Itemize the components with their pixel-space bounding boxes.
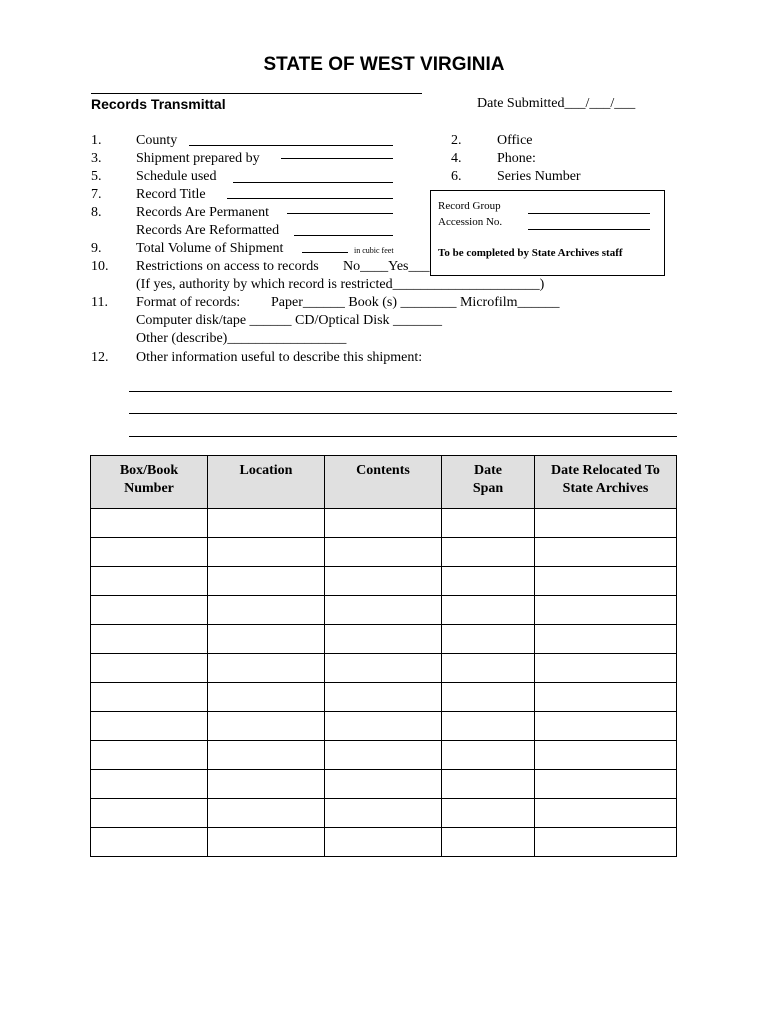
shipment-table (90, 455, 677, 857)
contents-cell[interactable] (325, 625, 442, 654)
table-header-row (91, 456, 677, 509)
field-6-number: 6. (451, 169, 462, 184)
box-book-number-cell[interactable] (91, 654, 208, 683)
table-row (91, 828, 677, 857)
total-volume-label: Total Volume of Shipment (136, 241, 284, 256)
state-archives-box (430, 190, 665, 276)
schedule-used-input-line[interactable] (233, 182, 393, 183)
table-row (91, 770, 677, 799)
series-number-label: Series Number (497, 169, 581, 184)
contents-cell[interactable] (325, 770, 442, 799)
field-3-number: 3. (91, 151, 102, 166)
table-row (91, 567, 677, 596)
schedule-used-label: Schedule used (136, 169, 217, 184)
date-relocated-cell[interactable] (535, 770, 677, 799)
box-book-number-cell[interactable] (91, 799, 208, 828)
records-reformatted-label: Records Are Reformatted (136, 223, 280, 238)
format-other-field[interactable]: Other (describe)_________________ (136, 331, 347, 346)
box-book-number-cell[interactable] (91, 828, 208, 857)
other-information-line-1[interactable] (129, 391, 672, 392)
location-cell[interactable] (208, 654, 325, 683)
header-rule (91, 93, 422, 94)
box-book-number-cell[interactable] (91, 625, 208, 654)
shipment-prepared-by-label: Shipment prepared by (136, 151, 260, 166)
date-relocated-cell[interactable] (535, 654, 677, 683)
format-disk-cd-field[interactable]: Computer disk/tape ______ CD/Optical Disk _______ (136, 313, 443, 328)
table-row (91, 683, 677, 712)
form-title: STATE OF WEST VIRGINIA (263, 54, 505, 75)
state-archives-note: To be completed by State Archives staff (438, 247, 623, 259)
location-cell[interactable] (208, 828, 325, 857)
accession-number-input-line[interactable] (528, 229, 650, 230)
location-cell[interactable] (208, 799, 325, 828)
cubic-feet-unit: in cubic feet (354, 246, 394, 255)
date-span-cell[interactable] (442, 654, 535, 683)
field-1-number: 1. (91, 133, 102, 148)
date-span-cell[interactable] (442, 712, 535, 741)
date-relocated-header-text: Date Relocated To State Archives (551, 463, 660, 496)
date-span-cell[interactable] (442, 538, 535, 567)
location-cell[interactable] (208, 741, 325, 770)
date-relocated-cell[interactable] (535, 799, 677, 828)
date-relocated-cell[interactable] (535, 625, 677, 654)
contents-cell[interactable] (325, 596, 442, 625)
date-span-cell[interactable] (442, 770, 535, 799)
contents-cell[interactable] (325, 741, 442, 770)
format-paper-book-microfilm-field[interactable]: Paper______ Book (s) ________ Microfilm______ (271, 295, 560, 310)
field-8-number: 8. (91, 205, 102, 220)
record-group-input-line[interactable] (528, 213, 650, 214)
date-span-cell[interactable] (442, 799, 535, 828)
field-11-number: 11. (91, 295, 108, 310)
field-10-number: 10. (91, 259, 109, 274)
contents-cell[interactable] (325, 567, 442, 596)
field-2-number: 2. (451, 133, 462, 148)
date-relocated-cell[interactable] (535, 741, 677, 770)
field-7-number: 7. (91, 187, 102, 202)
box-book-number-cell[interactable] (91, 538, 208, 567)
location-header-text: Location (239, 463, 293, 478)
date-relocated-cell[interactable] (535, 712, 677, 741)
date-span-cell[interactable] (442, 741, 535, 770)
date-submitted-field[interactable]: Date Submitted___/___/___ (477, 96, 636, 111)
date-span-header-text: Date Span (472, 463, 504, 496)
date-relocated-cell[interactable] (535, 596, 677, 625)
field-5-number: 5. (91, 169, 102, 184)
date-relocated-cell[interactable] (535, 509, 677, 538)
table-row (91, 712, 677, 741)
location-cell[interactable] (208, 509, 325, 538)
box-book-number-cell[interactable] (91, 683, 208, 712)
county-input-line[interactable] (189, 145, 393, 146)
table-row (91, 596, 677, 625)
location-cell[interactable] (208, 538, 325, 567)
record-group-label: Record Group (438, 200, 501, 212)
record-title-input-line[interactable] (227, 198, 393, 199)
box-book-number-header-text: Box/Book Number (119, 463, 179, 496)
location-cell[interactable] (208, 683, 325, 712)
date-relocated-header (535, 456, 677, 509)
total-volume-input-line[interactable] (302, 252, 348, 253)
contents-cell[interactable] (325, 509, 442, 538)
table-body (91, 509, 677, 857)
location-cell[interactable] (208, 770, 325, 799)
date-span-cell[interactable] (442, 828, 535, 857)
contents-cell[interactable] (325, 828, 442, 857)
box-book-number-cell[interactable] (91, 712, 208, 741)
box-book-number-cell[interactable] (91, 596, 208, 625)
contents-header-text: Contents (356, 463, 410, 478)
date-relocated-cell[interactable] (535, 683, 677, 712)
table-row (91, 625, 677, 654)
location-cell[interactable] (208, 596, 325, 625)
contents-header (325, 456, 442, 509)
location-header (208, 456, 325, 509)
county-label: County (136, 133, 178, 148)
restrictions-label: Restrictions on access to records (136, 259, 319, 274)
phone-label: Phone: (497, 151, 536, 166)
shipment-prepared-by-input-line[interactable] (281, 158, 393, 159)
date-relocated-cell[interactable] (535, 538, 677, 567)
date-relocated-cell[interactable] (535, 828, 677, 857)
box-book-number-cell[interactable] (91, 770, 208, 799)
box-book-number-cell[interactable] (91, 741, 208, 770)
contents-cell[interactable] (325, 654, 442, 683)
box-book-number-header (91, 456, 208, 509)
date-span-cell[interactable] (442, 567, 535, 596)
box-book-number-cell[interactable] (91, 509, 208, 538)
date-span-cell[interactable] (442, 625, 535, 654)
field-4-number: 4. (451, 151, 462, 166)
contents-cell[interactable] (325, 712, 442, 741)
box-book-number-cell[interactable] (91, 567, 208, 596)
accession-number-label: Accession No. (438, 216, 503, 228)
date-span-cell[interactable] (442, 509, 535, 538)
records-permanent-label: Records Are Permanent (136, 205, 269, 220)
table-row (91, 654, 677, 683)
other-information-line-3[interactable] (129, 436, 677, 437)
format-of-records-label: Format of records: (136, 295, 241, 310)
records-permanent-input-line[interactable] (287, 213, 393, 214)
restrictions-options[interactable]: No____Yes___ (343, 259, 430, 274)
date-span-header (442, 456, 535, 509)
contents-cell[interactable] (325, 799, 442, 828)
field-12-number: 12. (91, 350, 109, 365)
record-title-label: Record Title (136, 187, 206, 202)
date-span-cell[interactable] (442, 683, 535, 712)
date-relocated-cell[interactable] (535, 567, 677, 596)
contents-cell[interactable] (325, 683, 442, 712)
location-cell[interactable] (208, 712, 325, 741)
location-cell[interactable] (208, 625, 325, 654)
location-cell[interactable] (208, 567, 325, 596)
other-information-label: Other information useful to describe this shipment: (136, 350, 423, 365)
table-row (91, 538, 677, 567)
table-row (91, 509, 677, 538)
other-information-line-2[interactable] (129, 413, 677, 414)
table-row (91, 799, 677, 828)
office-label: Office (497, 133, 533, 148)
field-9-number: 9. (91, 241, 102, 256)
restriction-authority-field[interactable]: (If yes, authority by which record is restricted_____________________) (136, 277, 545, 292)
table-row (91, 741, 677, 770)
contents-cell[interactable] (325, 538, 442, 567)
date-span-cell[interactable] (442, 596, 535, 625)
records-reformatted-input-line[interactable] (294, 235, 393, 236)
form-subtitle: Records Transmittal (91, 96, 226, 112)
